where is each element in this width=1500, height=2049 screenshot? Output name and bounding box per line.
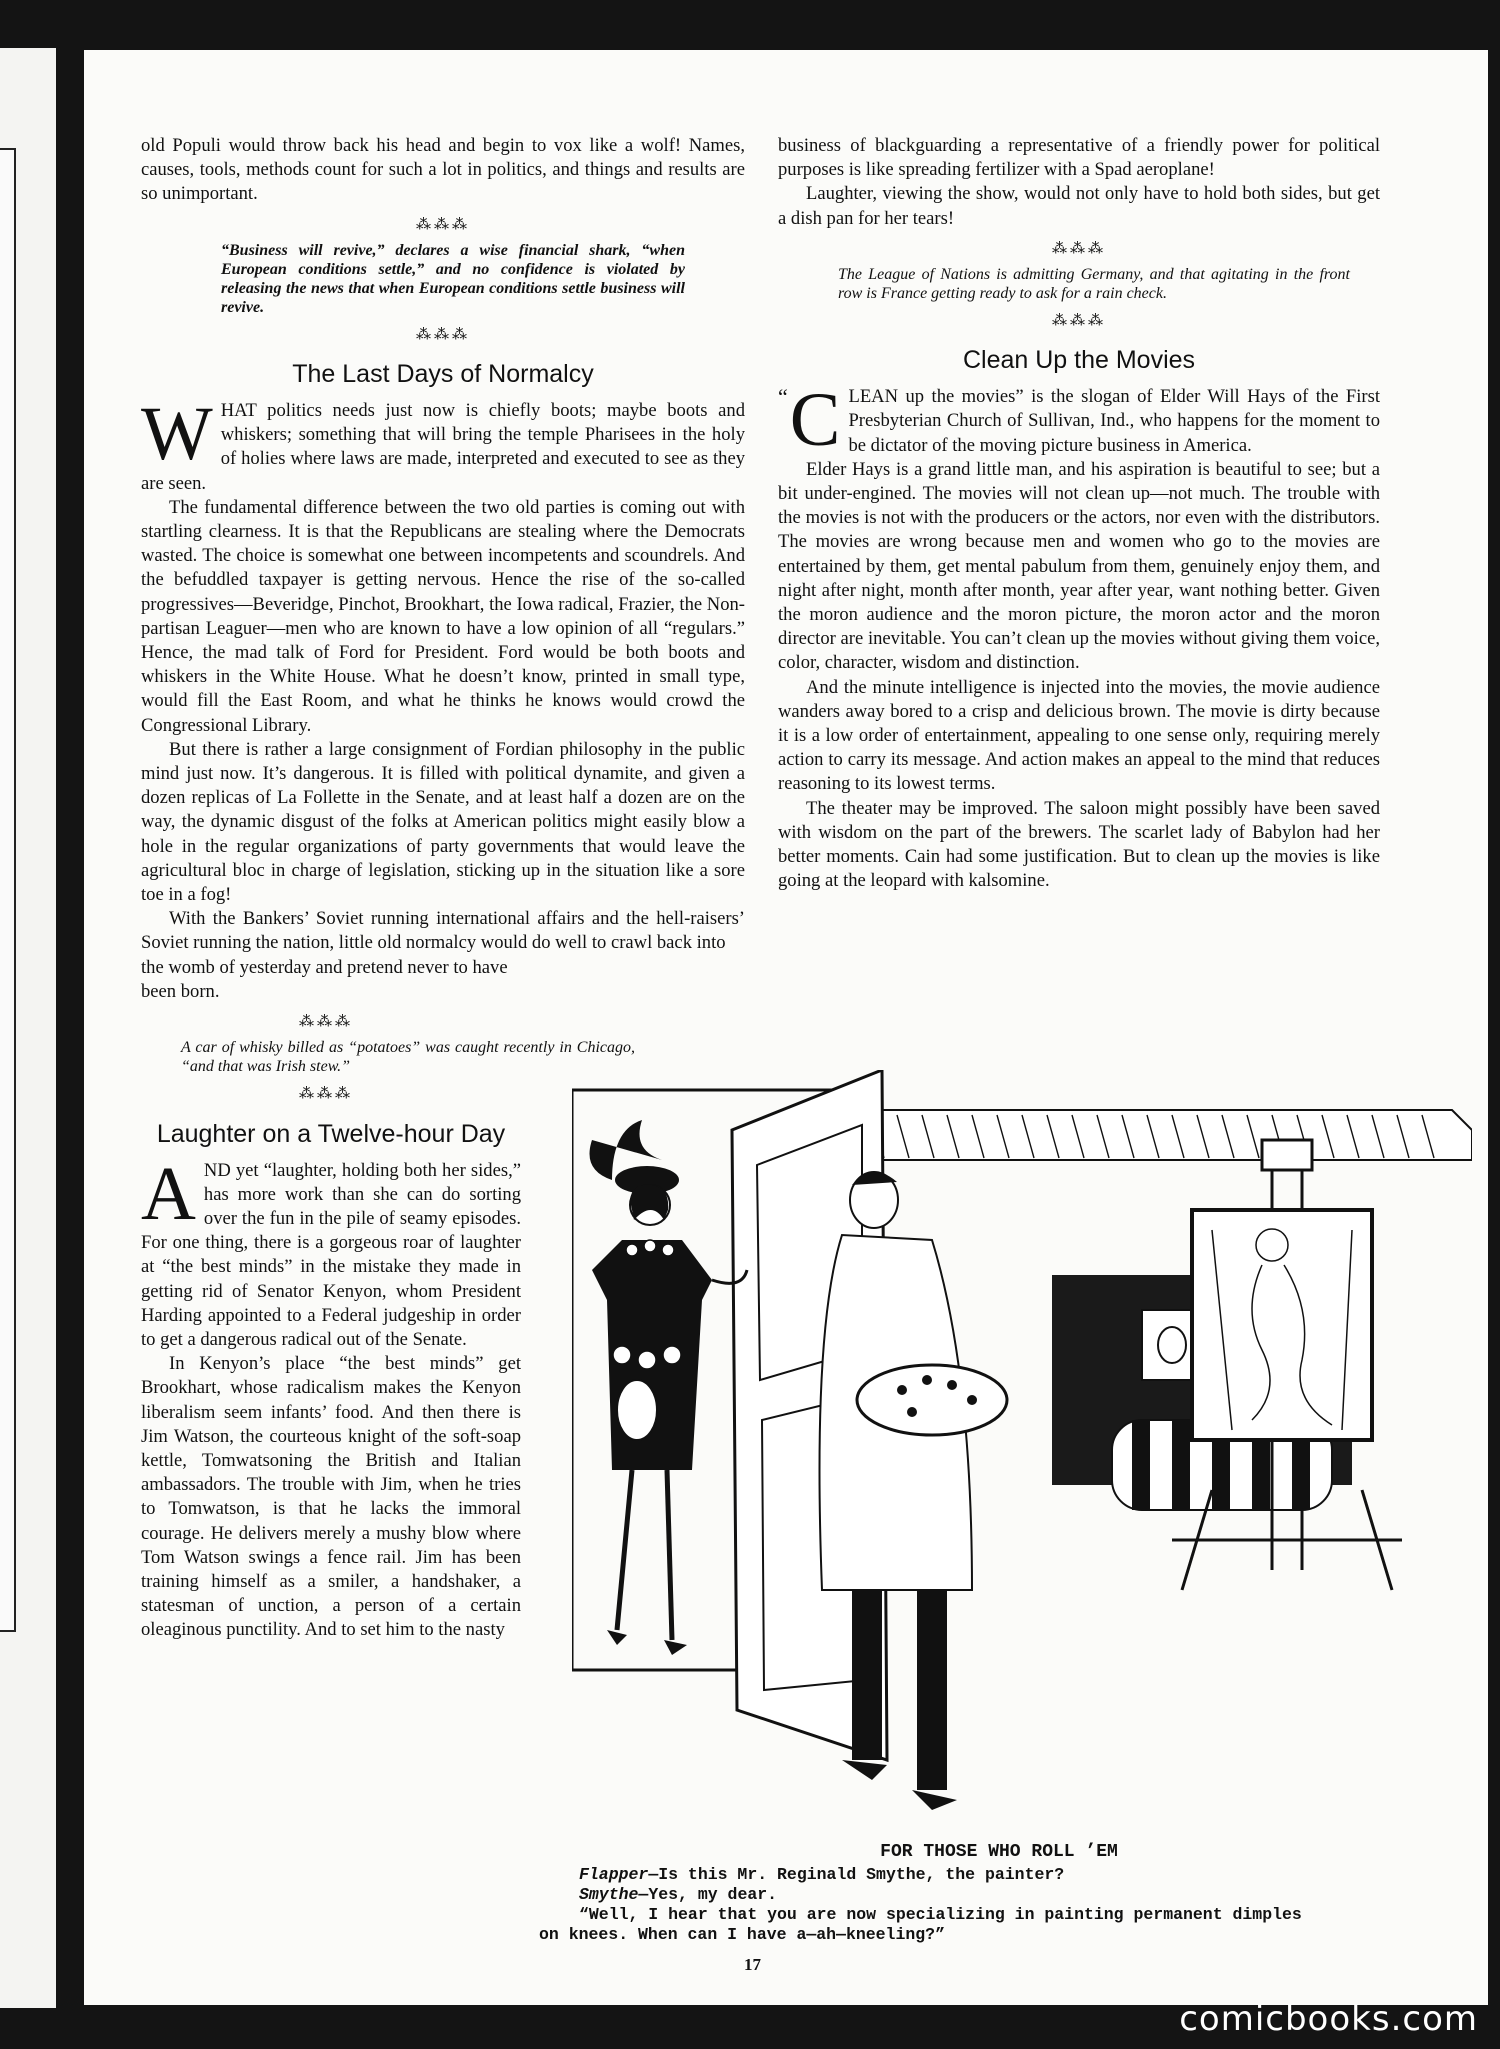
paragraph-text: HAT politics needs just now is chiefly boots; maybe boots and whiskers; something that will bring the temple Pharisees in the holy of holies where laws are made, interpreted and executed to see as they are seen.	[141, 400, 745, 494]
caption-line	[539, 1865, 1439, 1885]
caption-line: on knees. When can I have a—ah—kneeling?”	[539, 1925, 945, 1944]
caption-line: “Well, I hear that you are now specializing in painting permanent dimples	[579, 1905, 1302, 1924]
right-column	[778, 134, 1380, 893]
canvas-painting	[1192, 1210, 1372, 1440]
paragraph: “ C LEAN up the movies” is the slogan of Elder Will Hays of the First Presbyterian Church of Sullivan, Ind., who happens for the moment to be dictator of the moving picture business in America.	[778, 378, 1380, 463]
paragraph: The theater may be improved. The saloon might possibly have been saved with wisdom on the part of the brewers. The scarlet lady of Babylon had her better moments. Cain had some justification. But to clean up the movies is like going at the leopard with kalsomine.	[778, 797, 1380, 892]
caption-text: —Is this Mr. Reginald Smythe, the painter?	[648, 1865, 1065, 1884]
paragraph: In Kenyon’s place “the best minds” get Brookhart, whose radicalism makes the Kenyon liberalism seem infants’ food. And then there is Jim Watson, the courteous knight of the soft-soap kettle, Tomwatsoning the British and Italian ambassadors. The trouble with Jim, when he tries to Tomwatson, is that he lacks the immoral courage. He delivers merely a mushy blow where Tom Watson swings a fence rail. Jim has been training himself as a smiler, a handshaker, a statesman of unction, a person of a certain oleaginous punctility. And to set him to the nasty	[141, 1353, 521, 1641]
palette	[857, 1365, 1007, 1435]
paragraph	[141, 392, 745, 496]
skylight	[852, 1110, 1472, 1160]
cartoon-caption	[539, 1842, 1439, 1945]
ornament: ⁂⁂⁂	[299, 1086, 353, 1103]
heading-last-days: The Last Days of Normalcy	[292, 360, 594, 389]
paragraph: But there is rather a large consignment of Fordian philosophy in the public mind just now. It’s dangerous. It is filled with political dynamite, and given a dozen replicas of La Follette in the Senate, and at least half a dozen are on the way, the dynamic disgust of the folks at American politics might easily blow a hole in the regular organizations of party governments that would leave the agricultural bloc in charge of legislation, sticking up in the situation like a sore toe in a fog!	[141, 738, 745, 906]
heading-clean-up-movies: Clean Up the Movies	[962, 346, 1196, 375]
paragraph: business of blackguarding a representative of a friendly power for political purposes is like spreading fertilizer with a Spad aeroplane!	[778, 135, 1380, 181]
facing-page-border	[0, 148, 16, 1632]
drop-cap: W	[141, 392, 213, 477]
caption-text: —Yes, my dear.	[638, 1885, 778, 1904]
flapper-figure	[590, 1120, 748, 1655]
ornament: ⁂⁂⁂	[299, 1014, 353, 1031]
paragraph: With the Bankers’ Soviet running international affairs and the hell-raisers’ Soviet running the nation, little old normalcy would do well to crawl back into	[141, 908, 745, 954]
page-number: 17	[744, 1955, 761, 1974]
speaker-name: Smythe	[579, 1885, 639, 1904]
paragraph: Laughter, viewing the show, would not only have to hold both sides, but get a dish pan for her tears!	[778, 183, 1380, 229]
speaker-name: Flapper	[579, 1865, 649, 1884]
paragraph: old Populi would throw back his head and begin to vox like a wolf! Names, causes, tools, methods count for such a lot in politics, and things and results are so unimportant.	[141, 135, 745, 205]
paragraph-text: ND yet “laughter, holding both her sides,” has more work than she can do sorting over the fun in the pile of seamy episodes. For one thing, there is a gorgeous roar of laughter at “the best minds” in the mistake they made in getting rid of Senator Kenyon, whom President Harding appointed to a Federal judgeship in order to get a dangerous radical out of the Senate.	[141, 1159, 521, 1350]
paragraph: And the minute intelligence is injected into the movies, the movie audience wanders away bored to a crisp and delicious brown. The movie is dirty because it is a low order of entertainment, appealing to one sense only, requiring merely action to carry its message. And action makes an appeal to the mind that reduces reasoning to its lowest terms.	[778, 676, 1380, 795]
drop-cap: A	[141, 1151, 196, 1236]
drop-cap: C	[789, 378, 841, 463]
quip: The League of Nations is admitting Germany, and that agitating in the front row is France getting ready to ask for a rain check.	[838, 266, 1350, 303]
laughter-article	[141, 1151, 521, 1643]
paragraph-text: LEAN up the movies” is the slogan of Elder Will Hays of the First Presbyterian Church of Sullivan, Ind., who happens for the moment to be dictator of the moving picture business in America.	[848, 386, 1380, 456]
quip: A car of whisky billed as “potatoes” was caught recently in Chicago, “and that was Irish stew.”	[181, 1039, 635, 1076]
heading-laughter: Laughter on a Twelve-hour Day	[156, 1119, 506, 1148]
caption-title: FOR THOSE WHO ROLL ’EM	[880, 1842, 1118, 1862]
quip: “Business will revive,” declares a wise financial shark, “when European conditions settle,” and no confidence is violated by releasing the news that when European conditions settle business will revive.	[221, 241, 685, 316]
facing-page-edge	[0, 48, 56, 2008]
paragraph	[141, 1151, 521, 1353]
caption-line	[539, 1885, 1439, 1905]
magazine-page	[84, 50, 1488, 2005]
ornament: ⁂⁂⁂	[416, 326, 470, 343]
site-watermark: comicbooks.com	[1179, 1999, 1478, 2039]
paragraph: The fundamental difference between the two old parties is coming out with startling clearness. It is that the Republicans are stealing where the Democrats wasted. The choice is somewhat one between incompetents and scoundrels. And the befuddled taxpayer is getting nervous. Hence the rise of the so-called progressives—Beveridge, Pinchot, Brookhart, the Iowa radical, Frazier, the Non-partisan Leaguer—men who are known to have a low opinion of all “regulars.” Hence, the mad talk of Ford for President. Ford would be both boots and whiskers in the White House. What he doesn’t know, printed in small type, would fill the East Room, and what he thinks he knows would crowd the Congressional Library.	[141, 496, 745, 736]
paragraph: the womb of yesterday and pretend never to have been born.	[141, 956, 508, 1002]
paragraph: Elder Hays is a grand little man, and his aspiration is beautiful to see; but a bit under-engined. The movies will not clean up—not much. The trouble with the movies is not with the producers or the actors, nor even with the distributors. The movies are wrong because men and women who go to the movies are entertained by them, get mental pabulum from them, genuinely enjoy them, and night after night, month after month, year after year, want nothing better. Given the moron audience and the moron picture, the moron actor and the moron director are inevitable. You can’t clean up the movies without giving them voice, color, character, wisdom and distinction.	[778, 458, 1380, 674]
ornament: ⁂⁂⁂	[416, 216, 470, 233]
ornament: ⁂⁂⁂	[1052, 240, 1106, 257]
ornament: ⁂⁂⁂	[1052, 313, 1106, 330]
cartoon-illustration	[572, 1070, 1472, 1830]
